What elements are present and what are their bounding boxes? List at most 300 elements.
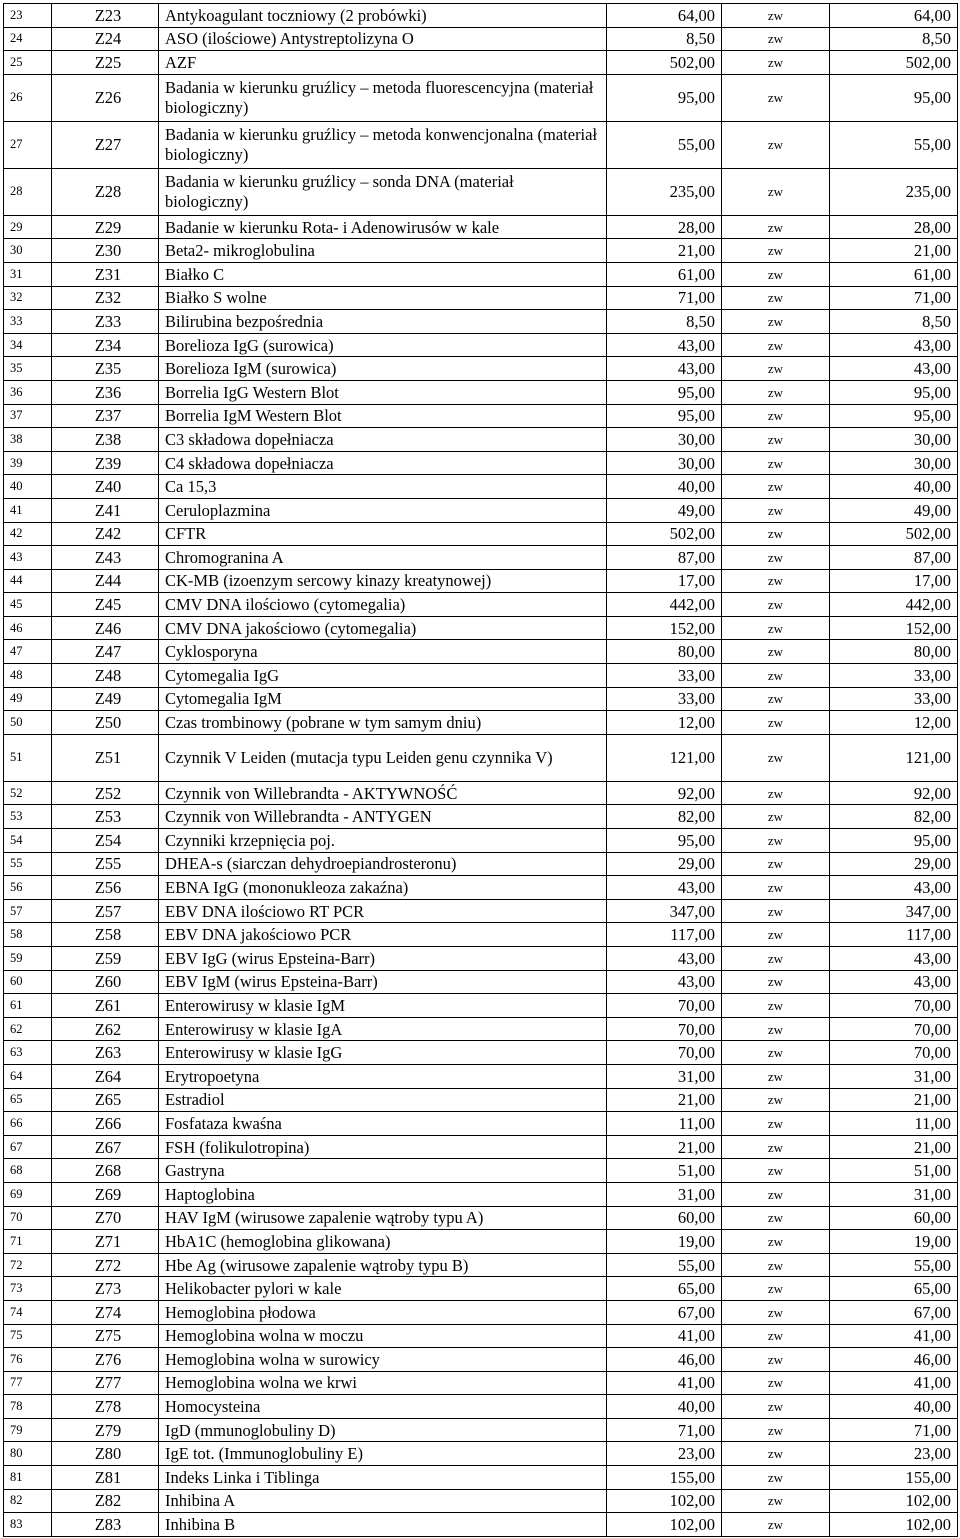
test-name: EBV DNA jakościowo PCR <box>159 923 607 947</box>
row-number: 23 <box>4 4 52 28</box>
row-number: 26 <box>4 74 52 121</box>
net-price: 95,00 <box>607 74 722 121</box>
vat-rate: zw <box>722 899 830 923</box>
table-row <box>4 664 958 688</box>
net-price: 502,00 <box>607 51 722 75</box>
net-price: 31,00 <box>607 1182 722 1206</box>
vat-rate: zw <box>722 286 830 310</box>
test-code: Z77 <box>52 1371 159 1395</box>
row-number: 25 <box>4 51 52 75</box>
test-code: Z36 <box>52 380 159 404</box>
table-row <box>4 1064 958 1088</box>
table-row <box>4 1135 958 1159</box>
gross-price: 33,00 <box>830 687 958 711</box>
test-name: Gastryna <box>159 1159 607 1183</box>
test-name: Badania w kierunku gruźlicy – metoda konwencjonalna (materiał biologiczny) <box>159 121 607 168</box>
row-number: 75 <box>4 1324 52 1348</box>
test-name: EBV IgG (wirus Epsteina-Barr) <box>159 947 607 971</box>
test-code: Z38 <box>52 428 159 452</box>
vat-rate: zw <box>722 687 830 711</box>
net-price: 21,00 <box>607 1088 722 1112</box>
vat-rate: zw <box>722 1017 830 1041</box>
test-code: Z82 <box>52 1489 159 1513</box>
row-number: 71 <box>4 1230 52 1254</box>
net-price: 19,00 <box>607 1230 722 1254</box>
row-number: 82 <box>4 1489 52 1513</box>
test-code: Z57 <box>52 899 159 923</box>
row-number: 38 <box>4 428 52 452</box>
test-name: Czynnik von Willebrandta - AKTYWNOŚĆ <box>159 781 607 805</box>
test-name: Badania w kierunku gruźlicy – sonda DNA (materiał biologiczny) <box>159 168 607 215</box>
gross-price: 347,00 <box>830 899 958 923</box>
price-list-table <box>3 3 958 1537</box>
test-code: Z68 <box>52 1159 159 1183</box>
gross-price: 30,00 <box>830 428 958 452</box>
test-code: Z65 <box>52 1088 159 1112</box>
test-code: Z83 <box>52 1513 159 1537</box>
table-row <box>4 1395 958 1419</box>
vat-rate: zw <box>722 640 830 664</box>
row-number: 37 <box>4 404 52 428</box>
test-code: Z26 <box>52 74 159 121</box>
net-price: 121,00 <box>607 734 722 781</box>
test-code: Z64 <box>52 1064 159 1088</box>
table-row <box>4 899 958 923</box>
gross-price: 60,00 <box>830 1206 958 1230</box>
gross-price: 70,00 <box>830 1017 958 1041</box>
test-name: CMV DNA ilościowo (cytomegalia) <box>159 593 607 617</box>
vat-rate: zw <box>722 262 830 286</box>
gross-price: 152,00 <box>830 616 958 640</box>
vat-rate: zw <box>722 876 830 900</box>
vat-rate: zw <box>722 1230 830 1254</box>
vat-rate: zw <box>722 498 830 522</box>
test-code: Z54 <box>52 829 159 853</box>
vat-rate: zw <box>722 1489 830 1513</box>
row-number: 76 <box>4 1348 52 1372</box>
test-code: Z55 <box>52 852 159 876</box>
row-number: 57 <box>4 899 52 923</box>
gross-price: 71,00 <box>830 1418 958 1442</box>
test-code: Z58 <box>52 923 159 947</box>
test-code: Z30 <box>52 239 159 263</box>
vat-rate: zw <box>722 664 830 688</box>
test-code: Z28 <box>52 168 159 215</box>
test-code: Z62 <box>52 1017 159 1041</box>
row-number: 62 <box>4 1017 52 1041</box>
test-code: Z75 <box>52 1324 159 1348</box>
table-row <box>4 286 958 310</box>
row-number: 58 <box>4 923 52 947</box>
gross-price: 23,00 <box>830 1442 958 1466</box>
test-name: Beta2- mikroglobulina <box>159 239 607 263</box>
test-name: Homocysteina <box>159 1395 607 1419</box>
gross-price: 64,00 <box>830 4 958 28</box>
net-price: 43,00 <box>607 970 722 994</box>
vat-rate: zw <box>722 711 830 735</box>
net-price: 95,00 <box>607 380 722 404</box>
net-price: 8,50 <box>607 27 722 51</box>
test-code: Z37 <box>52 404 159 428</box>
row-number: 36 <box>4 380 52 404</box>
row-number: 30 <box>4 239 52 263</box>
vat-rate: zw <box>722 1159 830 1183</box>
net-price: 11,00 <box>607 1112 722 1136</box>
net-price: 92,00 <box>607 781 722 805</box>
table-row <box>4 51 958 75</box>
net-price: 49,00 <box>607 498 722 522</box>
net-price: 21,00 <box>607 1135 722 1159</box>
row-number: 81 <box>4 1466 52 1490</box>
vat-rate: zw <box>722 829 830 853</box>
test-name: Estradiol <box>159 1088 607 1112</box>
test-code: Z29 <box>52 215 159 239</box>
test-name: IgE tot. (Immunoglobuliny E) <box>159 1442 607 1466</box>
net-price: 41,00 <box>607 1324 722 1348</box>
test-code: Z43 <box>52 546 159 570</box>
gross-price: 43,00 <box>830 970 958 994</box>
row-number: 51 <box>4 734 52 781</box>
row-number: 48 <box>4 664 52 688</box>
row-number: 53 <box>4 805 52 829</box>
gross-price: 30,00 <box>830 451 958 475</box>
net-price: 29,00 <box>607 852 722 876</box>
table-row <box>4 27 958 51</box>
gross-price: 41,00 <box>830 1371 958 1395</box>
row-number: 68 <box>4 1159 52 1183</box>
test-name: Inhibina B <box>159 1513 607 1537</box>
vat-rate: zw <box>722 1182 830 1206</box>
test-name: Antykoagulant toczniowy (2 probówki) <box>159 4 607 28</box>
table-row <box>4 1348 958 1372</box>
row-number: 33 <box>4 310 52 334</box>
test-name: Borrelia IgG Western Blot <box>159 380 607 404</box>
row-number: 34 <box>4 333 52 357</box>
net-price: 502,00 <box>607 522 722 546</box>
row-number: 40 <box>4 475 52 499</box>
gross-price: 12,00 <box>830 711 958 735</box>
price-list-body <box>4 4 958 1537</box>
test-code: Z49 <box>52 687 159 711</box>
row-number: 55 <box>4 852 52 876</box>
net-price: 347,00 <box>607 899 722 923</box>
table-row <box>4 805 958 829</box>
test-code: Z27 <box>52 121 159 168</box>
gross-price: 502,00 <box>830 51 958 75</box>
vat-rate: zw <box>722 593 830 617</box>
test-code: Z76 <box>52 1348 159 1372</box>
test-code: Z78 <box>52 1395 159 1419</box>
test-code: Z56 <box>52 876 159 900</box>
table-row <box>4 640 958 664</box>
gross-price: 8,50 <box>830 310 958 334</box>
gross-price: 55,00 <box>830 121 958 168</box>
row-number: 29 <box>4 215 52 239</box>
test-name: ASO (ilościowe) Antystreptolizyna O <box>159 27 607 51</box>
vat-rate: zw <box>722 805 830 829</box>
gross-price: 70,00 <box>830 1041 958 1065</box>
table-row <box>4 852 958 876</box>
row-number: 83 <box>4 1513 52 1537</box>
gross-price: 95,00 <box>830 380 958 404</box>
test-name: Hbe Ag (wirusowe zapalenie wątroby typu B) <box>159 1253 607 1277</box>
test-name: HbA1C (hemoglobina glikowana) <box>159 1230 607 1254</box>
row-number: 70 <box>4 1206 52 1230</box>
vat-rate: zw <box>722 947 830 971</box>
row-number: 27 <box>4 121 52 168</box>
test-name: Inhibina A <box>159 1489 607 1513</box>
net-price: 31,00 <box>607 1064 722 1088</box>
gross-price: 11,00 <box>830 1112 958 1136</box>
table-row <box>4 1112 958 1136</box>
table-row <box>4 310 958 334</box>
row-number: 50 <box>4 711 52 735</box>
net-price: 155,00 <box>607 1466 722 1490</box>
gross-price: 87,00 <box>830 546 958 570</box>
net-price: 71,00 <box>607 286 722 310</box>
test-name: Indeks Linka i Tiblinga <box>159 1466 607 1490</box>
vat-rate: zw <box>722 51 830 75</box>
vat-rate: zw <box>722 1300 830 1324</box>
table-row <box>4 428 958 452</box>
test-name: Enterowirusy w klasie IgM <box>159 994 607 1018</box>
gross-price: 17,00 <box>830 569 958 593</box>
table-row <box>4 593 958 617</box>
net-price: 8,50 <box>607 310 722 334</box>
test-name: Hemoglobina płodowa <box>159 1300 607 1324</box>
row-number: 45 <box>4 593 52 617</box>
vat-rate: zw <box>722 404 830 428</box>
test-code: Z60 <box>52 970 159 994</box>
test-code: Z50 <box>52 711 159 735</box>
test-name: HAV IgM (wirusowe zapalenie wątroby typu A) <box>159 1206 607 1230</box>
row-number: 42 <box>4 522 52 546</box>
table-row <box>4 1230 958 1254</box>
test-name: Borelioza IgM (surowica) <box>159 357 607 381</box>
table-row <box>4 168 958 215</box>
row-number: 80 <box>4 1442 52 1466</box>
row-number: 60 <box>4 970 52 994</box>
gross-price: 41,00 <box>830 1324 958 1348</box>
vat-rate: zw <box>722 121 830 168</box>
vat-rate: zw <box>722 333 830 357</box>
test-code: Z45 <box>52 593 159 617</box>
table-row <box>4 781 958 805</box>
row-number: 43 <box>4 546 52 570</box>
gross-price: 121,00 <box>830 734 958 781</box>
net-price: 33,00 <box>607 664 722 688</box>
gross-price: 21,00 <box>830 239 958 263</box>
row-number: 47 <box>4 640 52 664</box>
test-name: FSH (folikulotropina) <box>159 1135 607 1159</box>
test-name: Enterowirusy w klasie IgG <box>159 1041 607 1065</box>
vat-rate: zw <box>722 1206 830 1230</box>
gross-price: 40,00 <box>830 475 958 499</box>
gross-price: 28,00 <box>830 215 958 239</box>
row-number: 52 <box>4 781 52 805</box>
net-price: 65,00 <box>607 1277 722 1301</box>
test-code: Z80 <box>52 1442 159 1466</box>
test-code: Z71 <box>52 1230 159 1254</box>
row-number: 61 <box>4 994 52 1018</box>
test-code: Z66 <box>52 1112 159 1136</box>
vat-rate: zw <box>722 215 830 239</box>
net-price: 64,00 <box>607 4 722 28</box>
row-number: 41 <box>4 498 52 522</box>
vat-rate: zw <box>722 1513 830 1537</box>
net-price: 87,00 <box>607 546 722 570</box>
row-number: 65 <box>4 1088 52 1112</box>
test-name: IgD (mmunoglobuliny D) <box>159 1418 607 1442</box>
table-row <box>4 74 958 121</box>
test-name: C4 składowa dopełniacza <box>159 451 607 475</box>
net-price: 102,00 <box>607 1489 722 1513</box>
table-row <box>4 947 958 971</box>
net-price: 21,00 <box>607 239 722 263</box>
test-code: Z40 <box>52 475 159 499</box>
vat-rate: zw <box>722 994 830 1018</box>
net-price: 442,00 <box>607 593 722 617</box>
test-code: Z63 <box>52 1041 159 1065</box>
test-code: Z31 <box>52 262 159 286</box>
table-row <box>4 121 958 168</box>
gross-price: 65,00 <box>830 1277 958 1301</box>
test-name: EBV DNA ilościowo RT PCR <box>159 899 607 923</box>
row-number: 69 <box>4 1182 52 1206</box>
net-price: 82,00 <box>607 805 722 829</box>
gross-price: 43,00 <box>830 357 958 381</box>
gross-price: 51,00 <box>830 1159 958 1183</box>
vat-rate: zw <box>722 970 830 994</box>
gross-price: 71,00 <box>830 286 958 310</box>
gross-price: 33,00 <box>830 664 958 688</box>
test-name: Borelioza IgG (surowica) <box>159 333 607 357</box>
gross-price: 40,00 <box>830 1395 958 1419</box>
row-number: 56 <box>4 876 52 900</box>
net-price: 40,00 <box>607 1395 722 1419</box>
test-name: C3 składowa dopełniacza <box>159 428 607 452</box>
gross-price: 43,00 <box>830 333 958 357</box>
vat-rate: zw <box>722 1135 830 1159</box>
net-price: 70,00 <box>607 1041 722 1065</box>
test-code: Z48 <box>52 664 159 688</box>
test-name: Czynniki krzepnięcia poj. <box>159 829 607 853</box>
test-name: Czynnik V Leiden (mutacja typu Leiden genu czynnika V) <box>159 734 607 781</box>
test-name: CK-MB (izoenzym sercowy kinazy kreatynowej) <box>159 569 607 593</box>
test-name: Badania w kierunku gruźlicy – metoda fluorescencyjna (materiał biologiczny) <box>159 74 607 121</box>
table-row <box>4 357 958 381</box>
row-number: 64 <box>4 1064 52 1088</box>
vat-rate: zw <box>722 168 830 215</box>
table-row <box>4 687 958 711</box>
net-price: 152,00 <box>607 616 722 640</box>
test-name: Fosfataza kwaśna <box>159 1112 607 1136</box>
row-number: 73 <box>4 1277 52 1301</box>
table-row <box>4 616 958 640</box>
test-code: Z51 <box>52 734 159 781</box>
gross-price: 31,00 <box>830 1064 958 1088</box>
row-number: 44 <box>4 569 52 593</box>
gross-price: 502,00 <box>830 522 958 546</box>
net-price: 43,00 <box>607 947 722 971</box>
test-code: Z41 <box>52 498 159 522</box>
vat-rate: zw <box>722 1371 830 1395</box>
table-row <box>4 1253 958 1277</box>
table-row <box>4 923 958 947</box>
test-name: Czynnik von Willebrandta - ANTYGEN <box>159 805 607 829</box>
vat-rate: zw <box>722 522 830 546</box>
test-name: Hemoglobina wolna w moczu <box>159 1324 607 1348</box>
gross-price: 117,00 <box>830 923 958 947</box>
gross-price: 21,00 <box>830 1088 958 1112</box>
table-row <box>4 1466 958 1490</box>
test-code: Z44 <box>52 569 159 593</box>
table-row <box>4 1206 958 1230</box>
test-code: Z42 <box>52 522 159 546</box>
table-row <box>4 404 958 428</box>
test-code: Z24 <box>52 27 159 51</box>
table-row <box>4 734 958 781</box>
gross-price: 102,00 <box>830 1489 958 1513</box>
test-code: Z34 <box>52 333 159 357</box>
gross-price: 95,00 <box>830 829 958 853</box>
test-name: Enterowirusy w klasie IgA <box>159 1017 607 1041</box>
gross-price: 95,00 <box>830 74 958 121</box>
test-name: Białko C <box>159 262 607 286</box>
gross-price: 67,00 <box>830 1300 958 1324</box>
test-name: Haptoglobina <box>159 1182 607 1206</box>
row-number: 79 <box>4 1418 52 1442</box>
test-name: Borrelia IgM Western Blot <box>159 404 607 428</box>
test-code: Z46 <box>52 616 159 640</box>
vat-rate: zw <box>722 569 830 593</box>
row-number: 35 <box>4 357 52 381</box>
vat-rate: zw <box>722 357 830 381</box>
table-row <box>4 1159 958 1183</box>
vat-rate: zw <box>722 781 830 805</box>
row-number: 54 <box>4 829 52 853</box>
row-number: 49 <box>4 687 52 711</box>
net-price: 61,00 <box>607 262 722 286</box>
net-price: 43,00 <box>607 333 722 357</box>
table-row <box>4 1442 958 1466</box>
net-price: 30,00 <box>607 451 722 475</box>
test-name: Białko S wolne <box>159 286 607 310</box>
vat-rate: zw <box>722 852 830 876</box>
vat-rate: zw <box>722 27 830 51</box>
table-row <box>4 1277 958 1301</box>
table-row <box>4 876 958 900</box>
gross-price: 70,00 <box>830 994 958 1018</box>
net-price: 33,00 <box>607 687 722 711</box>
vat-rate: zw <box>722 1348 830 1372</box>
test-code: Z52 <box>52 781 159 805</box>
vat-rate: zw <box>722 74 830 121</box>
vat-rate: zw <box>722 1253 830 1277</box>
vat-rate: zw <box>722 546 830 570</box>
row-number: 59 <box>4 947 52 971</box>
gross-price: 235,00 <box>830 168 958 215</box>
row-number: 24 <box>4 27 52 51</box>
vat-rate: zw <box>722 616 830 640</box>
net-price: 30,00 <box>607 428 722 452</box>
test-name: CMV DNA jakościowo (cytomegalia) <box>159 616 607 640</box>
test-code: Z72 <box>52 1253 159 1277</box>
vat-rate: zw <box>722 1112 830 1136</box>
table-row <box>4 711 958 735</box>
net-price: 60,00 <box>607 1206 722 1230</box>
net-price: 41,00 <box>607 1371 722 1395</box>
